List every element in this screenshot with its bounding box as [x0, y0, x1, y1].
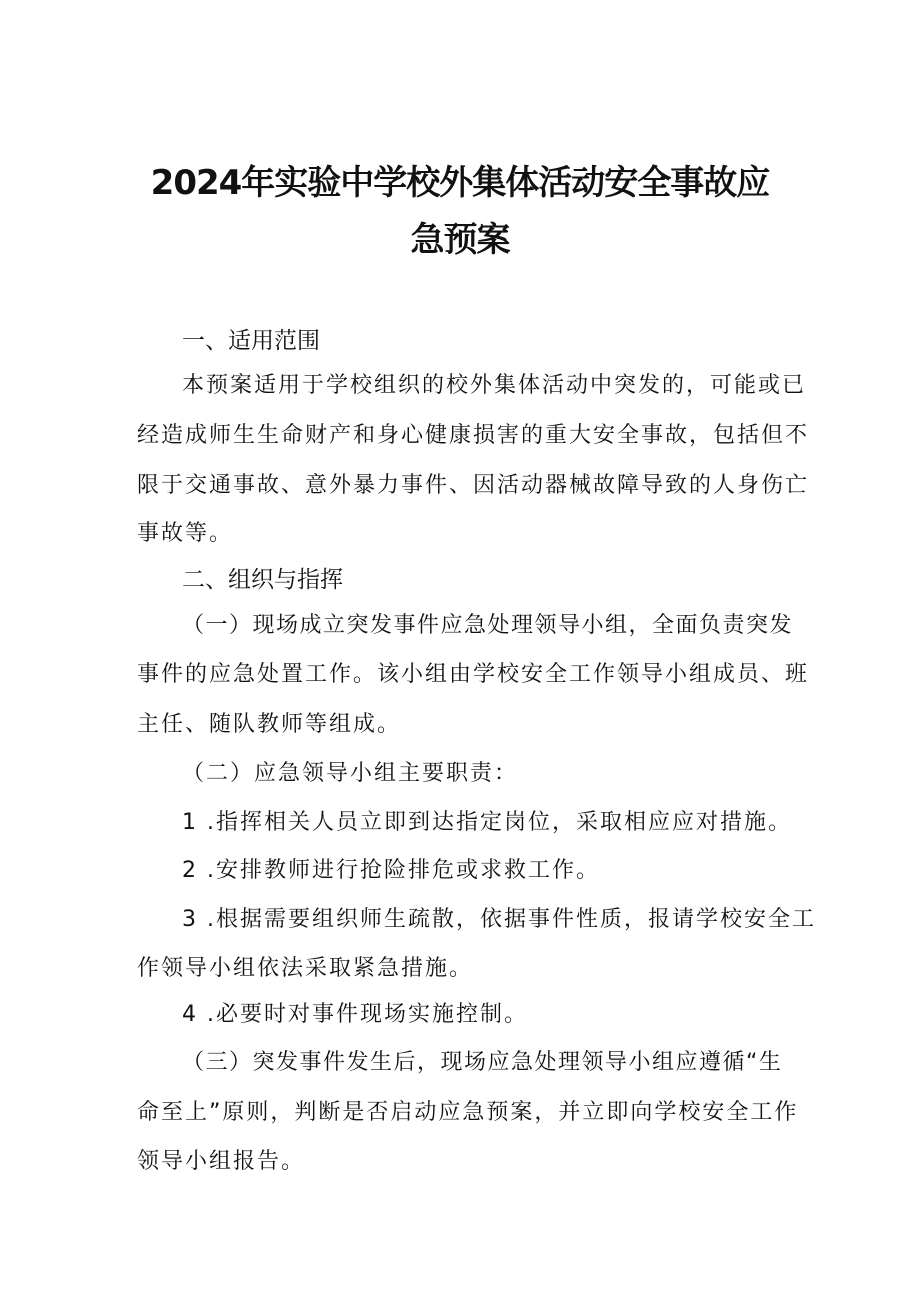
scope-paragraph-line: 事故等。 — [137, 521, 234, 546]
emergency-report-line: 命至上”原则，判断是否启动应急预案，并立即向学校安全工作 — [137, 1100, 799, 1125]
document-title-line-1: 2024年实验中学校外集体活动安全事故应 — [150, 163, 770, 203]
duty-item-4: 4 .必要时对事件现场实施控制。 — [182, 1002, 528, 1027]
duty-item-3: 3 .根据需要组织师生疏散，依据事件性质，报请学校安全工 — [182, 907, 816, 932]
organization-paragraph-line: 主任、随队教师等组成。 — [137, 712, 402, 737]
emergency-report-line: （三）突发事件发生后，现场应急处理领导小组应遵循“生 — [182, 1050, 783, 1075]
duty-item-2: 2 .安排教师进行抢险排危或求救工作。 — [182, 858, 600, 883]
organization-paragraph-line: （一）现场成立突发事件应急处理领导小组，全面负责突发 — [182, 613, 794, 638]
scope-paragraph-line: 本预案适用于学校组织的校外集体活动中突发的，可能或已 — [182, 373, 807, 398]
scope-paragraph-line: 经造成师生生命财产和身心健康损害的重大安全事故，包括但不 — [137, 423, 810, 448]
duties-intro-line: （二）应急领导小组主要职责： — [182, 761, 519, 786]
duty-item-3-continued: 作领导小组依法采取紧急措施。 — [137, 956, 474, 981]
emergency-report-line: 领导小组报告。 — [137, 1149, 306, 1174]
section-heading-organization: 二、组织与指挥 — [182, 567, 343, 593]
scope-paragraph-line: 限于交通事故、意外暴力事件、因活动器械故障导致的人身伤亡 — [137, 473, 810, 498]
duty-item-1: 1 .指挥相关人员立即到达指定岗位，采取相应应对措施。 — [182, 810, 792, 835]
section-heading-scope: 一、适用范围 — [182, 328, 320, 354]
document-title-line-2: 急预案 — [410, 220, 510, 260]
organization-paragraph-line: 事件的应急处置工作。该小组由学校安全工作领导小组成员、班 — [137, 662, 810, 687]
